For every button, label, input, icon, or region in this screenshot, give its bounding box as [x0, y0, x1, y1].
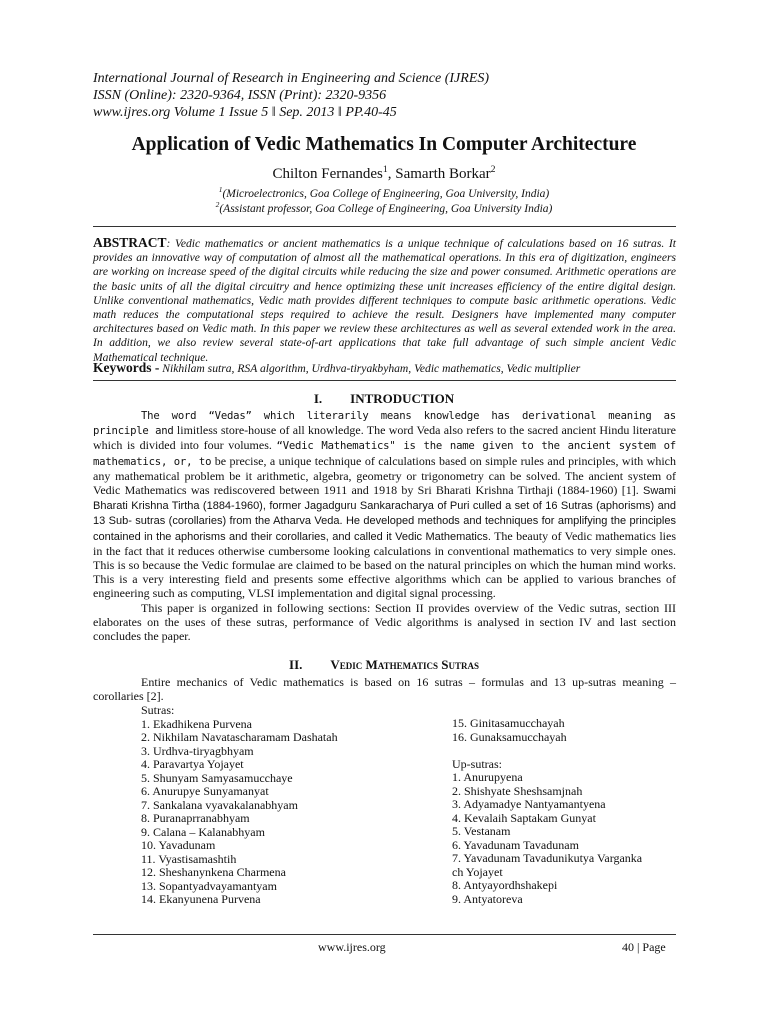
- list-item: 2. Shishyate Sheshsamjnah: [452, 783, 583, 798]
- affiliation: $^1$(Microelectronics, Goa College of Engineering, Goa University, India): [218, 185, 550, 200]
- issn-line: ISSN (Online): 2320-9364, ISSN (Print): 2320-9356: [93, 88, 387, 103]
- list-item: 7. Yavadunam Tavadunikutya Varganka: [452, 851, 643, 865]
- list-item: 6. Anurupye Sunyamanyat: [141, 784, 269, 798]
- list-item: 4. Paravartya Yojayet: [141, 757, 244, 771]
- abstract-text: Vedic mathematics or ancient mathematics is a unique technique of calculations based on 16 sutras. It provides an innovative way of computation of almost all the mathematical operations. In this era of digitization, engineers are working on increase speed of the digital circuits while reducing the size and power consumed. Arithmetic operations are the basic units of all the digital circuitry and hence optimizing these unit increases efficiency of the entire digital design. Unlike conventional mathematics, Vedic math provides different techniques to compute basic arithmetic operations. Vedic math reduces the computational steps required to achieve the result. Designers have implemented many computer architectures based on Vedic math. In this paper we review these architectures as well as several extended work in the area. In addition, we also review several state-of-art applications that take full advantage of such simple ancient Vedic Mathematical technique.: [93, 237, 676, 364]
- list-item: 11. Vyastisamashtih: [141, 851, 237, 866]
- list-item: ch Yojayet: [452, 864, 503, 879]
- list-item: 8. Antyayordhshakepi: [452, 878, 558, 892]
- list-item: 16. Gunaksamucchayah: [452, 729, 567, 744]
- list-item: 1. Anurupyena: [452, 770, 523, 784]
- list-label: Sutras:: [141, 703, 175, 717]
- volume-line: www.ijres.org Volume 1 Issue 5 ǁ Sep. 2013 ǁ PP.40-45: [93, 105, 397, 120]
- section2-intro: Entire mechanics of Vedic mathematics is based on 16 sutras – formulas and 13 up-sutras meaning – corollaries [2].: [93, 675, 676, 704]
- section-heading: I. INTRODUCTION: [313, 391, 455, 406]
- divider: [93, 226, 676, 227]
- list-item: 9. Calana – Kalanabhyam: [141, 824, 265, 839]
- list-label: Up-sutras:: [452, 756, 502, 771]
- introduction-text: [93, 408, 676, 643]
- divider: [93, 380, 676, 381]
- keywords: [93, 361, 676, 376]
- list-item: 7. Sankalana vyavakalanabhyam: [141, 797, 298, 812]
- list-item: 4. Kevalaih Saptakam Gunyat: [452, 810, 596, 825]
- list-item: 6. Yavadunam Tavadunam: [452, 837, 579, 852]
- paragraph: This paper is organized in following sections: Section II provides overview of the Vedic sutras, section III elaborates on the uses of these sutras, performance of Vedic algorithms is analysed in section IV and last section concludes the paper.: [93, 600, 676, 644]
- sutras-list-right: [452, 717, 642, 906]
- author-name: Chilton Fernandes: [272, 166, 383, 182]
- author-name: Samarth Borkar: [395, 166, 491, 182]
- keywords-label: Keywords -: [93, 360, 160, 375]
- author-list: Chilton Fernandes$^1$, Samarth Borkar$^2$: [272, 164, 496, 182]
- list-item: 13. Sopantyadvayamantyam: [141, 878, 277, 893]
- list-item: 14. Ekanyunena Purvena: [141, 892, 261, 906]
- keywords-text: Nikhilam sutra, RSA algorithm, Urdhva-tiryakbyham, Vedic mathematics, Vedic multiplier: [159, 362, 581, 375]
- sutras-list: [141, 704, 338, 907]
- spacer: [452, 744, 642, 758]
- abstract: ABSTRACT: Vedic mathematics or ancient mathematics is a unique technique of calculations based on 16 sutras. It provides an innovative way of computation of almost all the mathematical operations. In this era of digitization, engineers are working on increase speed of the digital circuits while reducing the size and power consumed. Arithmetic operations are the basic units of all the digital circuitry and hence optimizing these unit increases efficiency of the entire digital design. Unlike conventional mathematics, Vedic math provides different techniques to compute basic arithmetic operations. Vedic math reduces the computational steps required to achieve the result. Designers have implemented many computer architectures based on Vedic math. In this paper we review these architectures as well as several extended work in the area. In addition, we also review several state-of-art applications that take full advantage of such simple ancient Vedic Mathematical technique.: [93, 235, 676, 364]
- list-item: 5. Vestanam: [452, 824, 511, 838]
- paragraph: The word “Vedas” which literarily means knowledge has derivational meaning as principle and limitless store-house of all knowledge. The word Veda also refers to the sacred ancient Hindu literature which is divided into four volumes. “Vedic Mathematics" is the name given to the ancient system of mathematics, or, to be precise, a unique technique of calculations based on simple rules and principles, with which any mathematical problem be it arithmetic, algebra, geometry or trigonometry can be solved. The ancient system of Vedic Mathematics was rediscovered between 1911 and 1918 by Sri Bharati Krishna Tirthaji (1884-1960) [1]. Swami Bharati Krishna Tirtha (1884-1960), former Jagadguru Sankaracharya of Puri culled a set of 16 Sutras (aphorisms) and 13 Sub- sutras (corollaries) from the Atharva Veda. He developed methods and techniques for amplifying the principles contained in the aphorisms and their corollaries, and called it Vedic Mathematics. The beauty of Vedic mathematics lies in the fact that it reduces otherwise cumbersome looking calculations in conventional mathematics to very simple ones. This is so because the Vedic formulae are claimed to be based on the natural principles on which the human mind works. This is a very interesting field and presents some effective algorithms which can be applied to various branches of engineering such as computing, VLSI implementation and digital signal processing.: [93, 410, 676, 601]
- list-item: 3. Urdhva-tiryagbhyam: [141, 743, 254, 758]
- paper-title: Application of Vedic Mathematics In Computer Architecture: [131, 134, 637, 155]
- list-item: 10. Yavadunam: [141, 838, 216, 852]
- list-item: 9. Antyatoreva: [452, 891, 523, 906]
- abstract-label: ABSTRACT: [93, 235, 167, 250]
- list-item: 2. Nikhilam Navatascharamam Dashatah: [141, 730, 338, 744]
- list-item: 5. Shunyam Samyasamucchaye: [141, 770, 293, 785]
- list-item: 1. Ekadhikena Purvena: [141, 716, 252, 731]
- list-item: 3. Adyamadye Nantyamantyena: [452, 797, 606, 811]
- author-sup: 2: [490, 164, 496, 175]
- section-heading: II. Vedic Mathematics Sutras: [289, 657, 479, 672]
- list-item: 8. Puranaprranabhyam: [141, 811, 250, 825]
- list-item: 12. Sheshanynkena Charmena: [141, 865, 286, 879]
- page-number: 40 | Page: [622, 940, 666, 954]
- journal-name: International Journal of Research in Engineering and Science (IJRES): [93, 71, 490, 86]
- affiliation: $^2$(Assistant professor, Goa College of Engineering, Goa University India): [215, 200, 553, 215]
- footer-url: www.ijres.org: [318, 940, 386, 954]
- footer-divider: [93, 934, 676, 935]
- list-item: 15. Ginitasamucchayah: [452, 716, 565, 730]
- author-sup: 1: [382, 164, 388, 175]
